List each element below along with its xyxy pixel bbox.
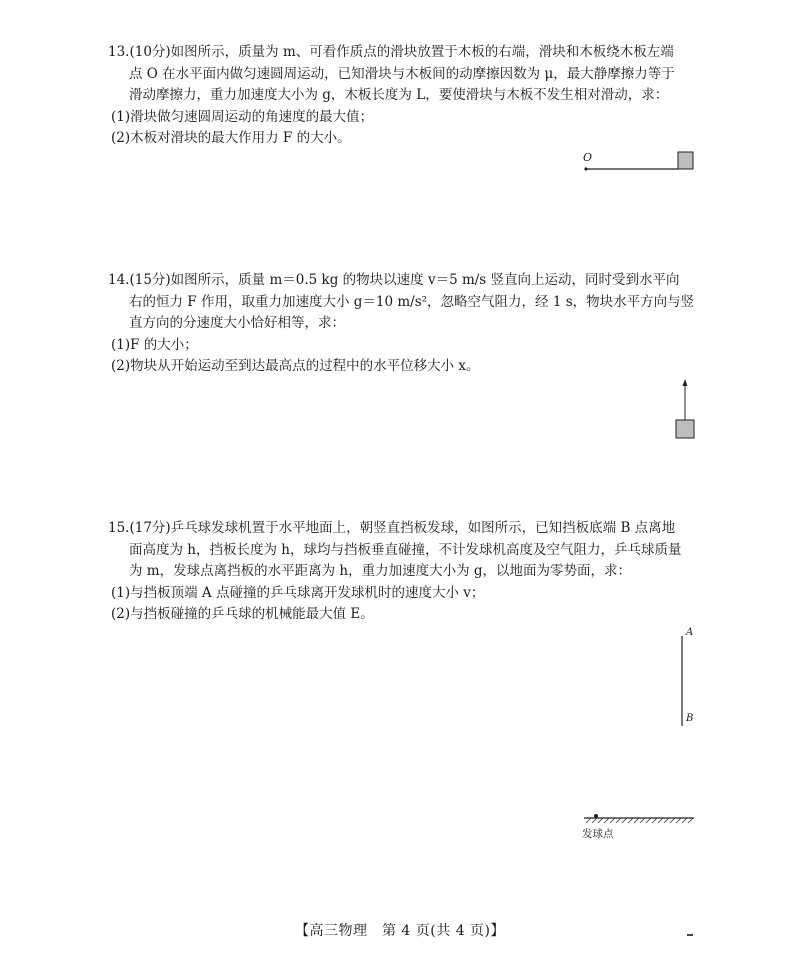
problem-15-question-1: (1)与挡板顶端 A 点碰撞的乒乓球离开发球机时的速度大小 v； xyxy=(111,584,485,601)
problem-14-question-1: (1)F 的大小； xyxy=(111,336,198,353)
launch-point xyxy=(594,814,598,818)
object-block xyxy=(676,420,694,438)
page-footer: 【高三物理 第 4 页(共 4 页)】 xyxy=(294,923,506,939)
problem-14-question-2: (2)物块从开始运动至到达最高点的过程中的水平位移大小 x。 xyxy=(111,358,480,374)
problem-15 xyxy=(108,518,708,626)
problem-13-line-3: 滑动摩擦力，重力加速度大小为 g，木板长度为 L，要使滑块与木板不发生相对滑动，求： xyxy=(129,87,669,103)
point-a-label: A xyxy=(686,627,694,638)
problem-15-line-3: 为 m，发球点离挡板的水平距离为 h，重力加速度大小为 g，以地面为零势面，求： xyxy=(129,563,632,579)
problem-15-question-2: (2)与挡板碰撞的乒乓球的机械能最大值 E。 xyxy=(111,606,374,622)
problem-14-figure xyxy=(668,374,702,444)
problem-13-line-2: 点 O 在水平面内做匀速圆周运动，已知滑块与木板间的动摩擦因数为 μ，最大静摩擦力等于 xyxy=(129,65,675,82)
problem-15-line-1: 15.(17分)乒乓球发球机置于水平地面上，朝竖直挡板发球，如图所示，已知挡板底端 B 点离地 xyxy=(108,520,676,536)
problem-14-line-3: 直方向的分速度大小恰好相等，求： xyxy=(129,315,345,331)
problem-15-line-2: 面高度为 h，挡板长度为 h，球均与挡板垂直碰撞，不计发球机高度及空气阻力，乒乓球质量 xyxy=(129,541,682,558)
problem-13 xyxy=(108,42,708,150)
problem-14-line-2: 右的恒力 F 作用，取重力加速度大小 g＝10 m/s²，忽略空气阻力，经 1 s，物块水平方向与竖 xyxy=(129,293,695,310)
problem-13-line-1: 13.(10分)如图所示，质量为 m、可看作质点的滑块放置于木板的右端，滑块和木板绕木板左端 xyxy=(108,44,674,60)
corner-mark xyxy=(687,934,693,936)
problem-13-question-2: (2)木板对滑块的最大作用力 F 的大小。 xyxy=(111,130,351,146)
problem-14 xyxy=(108,270,708,378)
ground-hatch xyxy=(586,818,693,823)
problem-15-figure xyxy=(578,622,700,844)
launch-point-label: 发球点 xyxy=(582,828,614,840)
problem-14-line-1: 14.(15分)如图所示，质量 m＝0.5 kg 的物块以速度 v＝5 m/s 竖直向上运动，同时受到水平向 xyxy=(108,272,680,288)
problem-13-question-1: (1)滑块做匀速圆周运动的角速度的最大值； xyxy=(111,108,374,125)
point-o-label: O xyxy=(583,151,593,164)
arrow-up-icon xyxy=(683,379,688,386)
problem-13-figure xyxy=(578,144,698,178)
point-b-label: B xyxy=(686,713,694,724)
slider-block xyxy=(678,152,693,169)
